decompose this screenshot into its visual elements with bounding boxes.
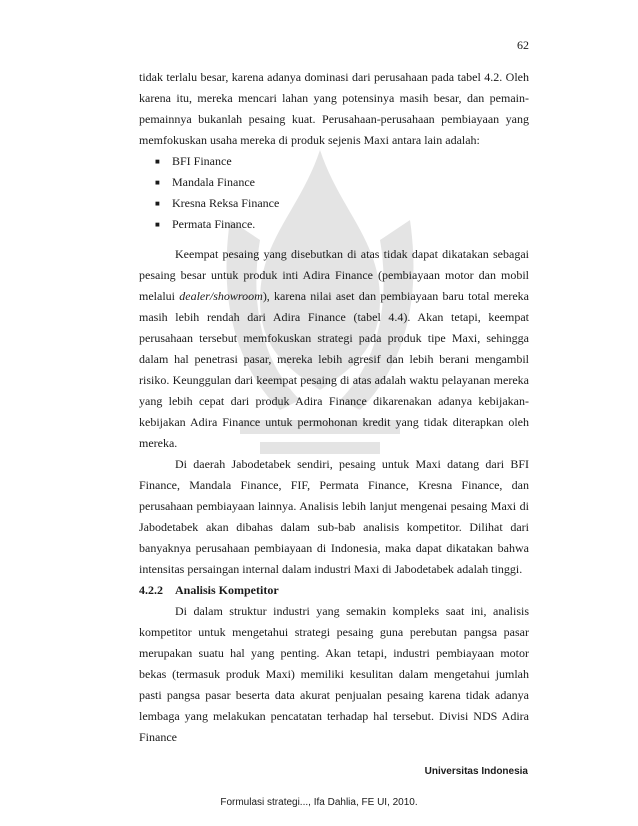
list-item: ■ Kresna Reksa Finance [155,193,529,214]
list-item: ■ Permata Finance. [155,214,529,235]
page-footer: Formulasi strategi..., Ifa Dahlia, FE UI, 2010. [220,797,418,808]
emphasis-text: dealer/showroom [179,289,263,303]
paragraph-text: ), karena nilai aset dan pembiayaan baru total mereka masih lebih rendah dari Adira Finance (tabel 4.4). Akan tetapi, keempat perusahaan tersebut memfokuskan strategi pada produk tipe Maxi, sehingga dalam hal penetrasi pasar, mereka lebih agresif dan lebih berani mengambil risiko. Keunggulan dari keempat pesaing di atas adalah waktu pelayanan mereka yang lebih cepat dari produk Adira Finance dikarenakan adanya kebijakan-kebijakan Adira Finance untuk permohonan kredit yang tidak diterapkan oleh mereka. [139,289,529,450]
list-item: ■ BFI Finance [155,151,529,172]
section-title: Analisis Kompetitor [175,583,279,597]
list-item: ■ Mandala Finance [155,172,529,193]
paragraph: Di daerah Jabodetabek sendiri, pesaing untuk Maxi datang dari BFI Finance, Mandala Finance, FIF, Permata Finance, Kresna Finance, dan perusahaan pembiayaan lainnya. Analisis lebih lanjut mengenai pesaing Maxi di Jabodetabek akan dibahas dalam sub-bab analisis kompetitor. Dilihat dari banyaknya perusahaan pembiayaan di Indonesia, maka dapat dikatakan bahwa intensitas persaingan internal dalam industri Maxi di Jabodetabek adalah tinggi. [139,457,529,576]
paragraph-text: Keempat pesaing yang disebutkan di atas tidak dapat dikatakan sebagai pesaing besar untuk produk inti Adira Finance (pembiayaan motor dan mobil melalui [139,247,529,303]
section-heading [139,580,529,601]
competitor-list [139,151,529,235]
page-number: 62 [517,38,529,52]
paragraph [139,244,529,454]
paragraph: tidak terlalu besar, karena adanya dominasi dari perusahaan pada tabel 4.2. Oleh karena itu, mereka mencari lahan yang potensinya masih besar, dan pemain-pemainnya bukanlah pesaing kuat. Perusahaan-perusahaan pembiayaan yang memfokuskan usaha mereka di produk sejenis Maxi antara lain adalah: [139,70,529,147]
paragraph: Di dalam struktur industri yang semakin kompleks saat ini, analisis kompetitor untuk mengetahui strategi pesaing guna perebutan pangsa pasar merupakan suatu hal yang penting. Akan tetapi, industri pembiayaan motor bekas (termasuk produk Maxi) memiliki kesulitan dalam mengetahui jumlah pasti pangsa pasar beserta data akurat penjualan pesaing karena tidak adanya lembaga yang melakukan pencatatan terhadap hal tersebut. Divisi NDS Adira Finance [139,604,529,744]
section-number: 4.2.2 [139,583,163,597]
body-text [139,67,529,748]
institution-name: Universitas Indonesia [424,766,528,777]
